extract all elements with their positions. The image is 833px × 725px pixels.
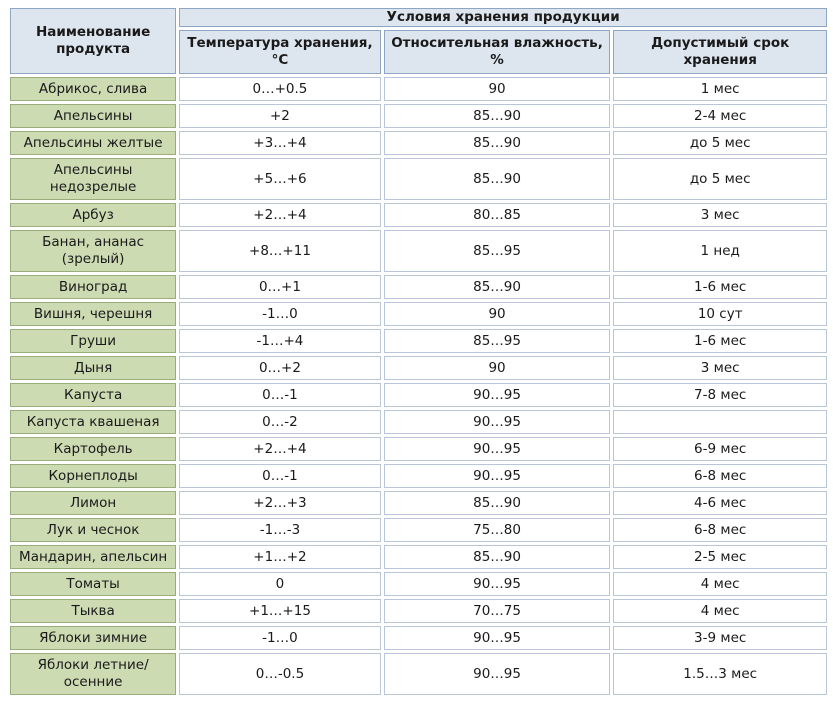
humidity-cell: 75…80: [384, 518, 611, 542]
table-row: [10, 302, 827, 326]
product-name-cell: Тыква: [10, 599, 176, 623]
storage-term-cell: 1 нед: [613, 230, 827, 272]
temperature-cell: +1…+2: [179, 545, 380, 569]
storage-term-cell: 6-8 мес: [613, 464, 827, 488]
temperature-cell: 0…-2: [179, 410, 380, 434]
temperature-cell: +3…+4: [179, 131, 380, 155]
product-name-cell: Арбуз: [10, 203, 176, 227]
table-row: [10, 158, 827, 200]
table-body: [10, 77, 827, 695]
storage-term-cell: 1 мес: [613, 77, 827, 101]
storage-term-cell: [613, 410, 827, 434]
product-name-cell: Апельсины желтые: [10, 131, 176, 155]
product-name-cell: Яблоки летние/осенние: [10, 653, 176, 695]
table-row: [10, 230, 827, 272]
humidity-cell: 90…95: [384, 464, 611, 488]
temperature-cell: +8…+11: [179, 230, 380, 272]
humidity-cell: 85…95: [384, 230, 611, 272]
temperature-cell: +2…+4: [179, 203, 380, 227]
table-row: [10, 356, 827, 380]
product-name-cell: Картофель: [10, 437, 176, 461]
temperature-cell: +2…+3: [179, 491, 380, 515]
header-humidity: Относительная влажность, %: [384, 30, 611, 74]
storage-term-cell: 6-9 мес: [613, 437, 827, 461]
storage-term-cell: 3 мес: [613, 356, 827, 380]
table-row: [10, 599, 827, 623]
table-row: [10, 104, 827, 128]
product-name-cell: Капуста квашеная: [10, 410, 176, 434]
humidity-cell: 85…90: [384, 104, 611, 128]
table-row: [10, 329, 827, 353]
temperature-cell: -1…+4: [179, 329, 380, 353]
humidity-cell: 85…90: [384, 158, 611, 200]
storage-term-cell: 2-5 мес: [613, 545, 827, 569]
temperature-cell: 0…-1: [179, 464, 380, 488]
temperature-cell: 0…+2: [179, 356, 380, 380]
storage-term-cell: 4 мес: [613, 572, 827, 596]
temperature-cell: -1…0: [179, 626, 380, 650]
product-name-cell: Груши: [10, 329, 176, 353]
storage-term-cell: 1-6 мес: [613, 275, 827, 299]
table-row: [10, 77, 827, 101]
humidity-cell: 90…95: [384, 626, 611, 650]
storage-term-cell: 7-8 мес: [613, 383, 827, 407]
product-name-cell: Апельсины недозрелые: [10, 158, 176, 200]
product-name-cell: Виноград: [10, 275, 176, 299]
product-name-cell: Мандарин, апельсин: [10, 545, 176, 569]
humidity-cell: 90: [384, 302, 611, 326]
product-name-cell: Вишня, черешня: [10, 302, 176, 326]
product-name-cell: Дыня: [10, 356, 176, 380]
table-row: [10, 518, 827, 542]
temperature-cell: 0…-1: [179, 383, 380, 407]
temperature-cell: +2: [179, 104, 380, 128]
product-name-cell: Капуста: [10, 383, 176, 407]
storage-term-cell: 1.5…3 мес: [613, 653, 827, 695]
temperature-cell: 0…+0.5: [179, 77, 380, 101]
humidity-cell: 70…75: [384, 599, 611, 623]
humidity-cell: 90…95: [384, 572, 611, 596]
temperature-cell: +5…+6: [179, 158, 380, 200]
header-temperature: Температура хранения, °С: [179, 30, 380, 74]
storage-term-cell: 6-8 мес: [613, 518, 827, 542]
table-row: [10, 653, 827, 695]
storage-conditions-table: [7, 5, 830, 698]
temperature-cell: 0: [179, 572, 380, 596]
product-name-cell: Лимон: [10, 491, 176, 515]
table-row: [10, 437, 827, 461]
storage-term-cell: 10 сут: [613, 302, 827, 326]
table-header: [10, 8, 827, 74]
storage-term-cell: 2-4 мес: [613, 104, 827, 128]
humidity-cell: 85…90: [384, 491, 611, 515]
humidity-cell: 90…95: [384, 383, 611, 407]
table-row: [10, 383, 827, 407]
temperature-cell: -1…-3: [179, 518, 380, 542]
table-row: [10, 464, 827, 488]
table-row: [10, 572, 827, 596]
temperature-cell: -1…0: [179, 302, 380, 326]
storage-term-cell: 4-6 мес: [613, 491, 827, 515]
storage-term-cell: 3-9 мес: [613, 626, 827, 650]
table-row: [10, 491, 827, 515]
humidity-cell: 80…85: [384, 203, 611, 227]
product-name-cell: Банан, ананас (зрелый): [10, 230, 176, 272]
humidity-cell: 85…90: [384, 545, 611, 569]
humidity-cell: 90…95: [384, 410, 611, 434]
storage-term-cell: 1-6 мес: [613, 329, 827, 353]
humidity-cell: 90…95: [384, 437, 611, 461]
table-row: [10, 545, 827, 569]
product-name-cell: Апельсины: [10, 104, 176, 128]
product-name-cell: Томаты: [10, 572, 176, 596]
temperature-cell: +1…+15: [179, 599, 380, 623]
temperature-cell: 0…+1: [179, 275, 380, 299]
product-name-cell: Лук и чеснок: [10, 518, 176, 542]
table-row: [10, 203, 827, 227]
temperature-cell: +2…+4: [179, 437, 380, 461]
product-name-cell: Яблоки зимние: [10, 626, 176, 650]
temperature-cell: 0…-0.5: [179, 653, 380, 695]
storage-term-cell: до 5 мес: [613, 158, 827, 200]
humidity-cell: 85…95: [384, 329, 611, 353]
humidity-cell: 90…95: [384, 653, 611, 695]
storage-term-cell: 4 мес: [613, 599, 827, 623]
storage-term-cell: 3 мес: [613, 203, 827, 227]
table-row: [10, 410, 827, 434]
product-name-cell: Абрикос, слива: [10, 77, 176, 101]
header-storage-conditions: Условия хранения продукции: [179, 8, 827, 27]
humidity-cell: 90: [384, 77, 611, 101]
humidity-cell: 85…90: [384, 275, 611, 299]
storage-term-cell: до 5 мес: [613, 131, 827, 155]
product-name-cell: Корнеплоды: [10, 464, 176, 488]
humidity-cell: 85…90: [384, 131, 611, 155]
table-row: [10, 275, 827, 299]
humidity-cell: 90: [384, 356, 611, 380]
header-storage-term: Допустимый срок хранения: [613, 30, 827, 74]
table-row: [10, 131, 827, 155]
table-row: [10, 626, 827, 650]
header-product: Наименование продукта: [10, 8, 176, 74]
